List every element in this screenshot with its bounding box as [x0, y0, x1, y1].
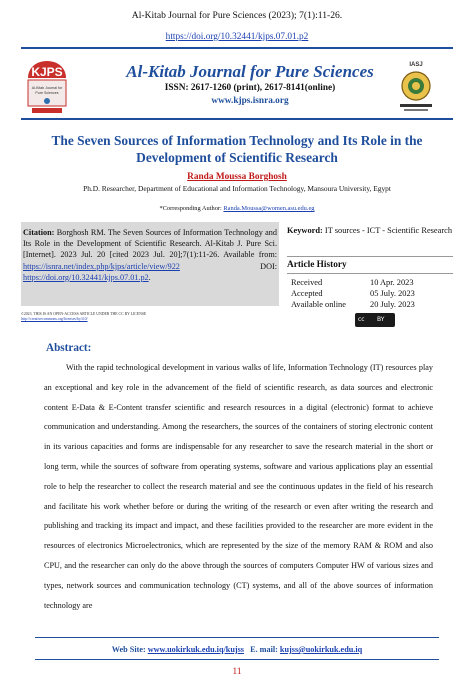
footer-website[interactable]: www.uokirkuk.edu.iq/kujss	[147, 645, 244, 654]
footer-email[interactable]: kujss@uokirkuk.edu.iq	[279, 645, 363, 654]
history-online-date: 20 July. 2023	[370, 300, 415, 309]
citation-body: Borghosh RM. The Seven Sources of Information Technology and Its Role in the Development of Scientific Research. Al-Kitab J. Pure Sci. [Internet]. 2023 Jul. 20 [cited 2023 Jul. 20];7(1):11-26. Available from:	[23, 228, 277, 260]
svg-text:Pure Sciences: Pure Sciences	[35, 91, 59, 95]
corresponding-label: *Corresponding Author:	[159, 205, 222, 212]
article-title: The Seven Sources of Information Technology and Its Role in the Development of Scientific Research	[51, 133, 423, 165]
history-rule-top	[287, 256, 453, 257]
journal-website[interactable]: www.kjps.isnra.org	[211, 96, 289, 106]
iasj-logo	[396, 58, 436, 116]
citation-label: Citation:	[23, 228, 55, 237]
keywords	[287, 226, 455, 237]
keywords-label: Keyword:	[287, 226, 323, 235]
footer-rule-bottom	[35, 659, 439, 660]
history-online-label: Available online	[291, 300, 346, 309]
cc-icon: cc	[358, 316, 365, 323]
license-line-1: ©2023. THIS IS AN OPEN-ACCESS ARTICLE UNDER THE CC BY LICENSE	[21, 312, 147, 316]
history-accepted-date: 05 July. 2023	[370, 289, 415, 298]
abstract-body: With the rapid technological development in various walks of life, Information Technology (IT) resources play an exceptional and key role in the advancement of the field of scientific research, as data sources and electronic content E-Data & E-Content transfer scientific and research resources in a digital (electronic) format to achieve communication and understanding. Among the researchers, the sources of the containers of storing electronic content in its various capacities and forms are indispensable for any researcher to save the research material in the short or long term, while the sources of software from operating systems, software and various applications play an essential role to help the researcher to collect the research material and see the continuous updates in the field of his research and facilitate his work whether before or during the writing of the research or even after writing the research and publishing and tracking its impact and impact, and these facilities provided to the researcher are more evident in the resources of electronics Microelectronics, which are represented by the size of the memory RAM & ROM and also CPU, and the researcher can only do the above through the sources of computers Computer HW of various sizes and types, network sources and communication technology (CT) systems, and all of the above sources of information technology are	[44, 363, 433, 610]
corresponding-email[interactable]: Randa.Moussa@women.asu.edu.eg	[223, 205, 315, 212]
footer-email-label: E. mail:	[250, 645, 278, 654]
history-row-accepted	[291, 289, 441, 298]
history-row-online	[291, 300, 441, 309]
abstract-heading: Abstract:	[46, 342, 92, 354]
iasj-logo-text: IASJ	[409, 62, 423, 68]
citation-doi[interactable]: https://doi.org/10.32441/kjps.07.01.p2	[23, 272, 149, 282]
citation-text	[23, 227, 277, 283]
masthead-divider	[21, 118, 453, 120]
svg-text:Al-Kitab Journal for: Al-Kitab Journal for	[31, 86, 63, 90]
history-received-label: Received	[291, 278, 323, 287]
history-rule-mid	[287, 273, 453, 274]
history-received-date: 10 Apr. 2023	[370, 278, 414, 287]
license-notice	[21, 312, 146, 322]
author-affiliation: Ph.D. Researcher, Department of Educational and Information Technology, Mansoura University, Egypt	[83, 184, 391, 193]
history-row-received	[291, 278, 441, 287]
footer-contact	[0, 645, 474, 654]
journal-name: Al-Kitab Journal for Pure Sciences	[126, 62, 374, 81]
author-name[interactable]: Randa Moussa Borghosh	[187, 172, 287, 182]
history-accepted-label: Accepted	[291, 289, 323, 298]
license-url[interactable]: http://creativecommons.org/licenses/by/4.0/	[21, 317, 88, 321]
citation-url[interactable]: https://isnra.net/index.php/kjps/article/view/922	[23, 261, 180, 271]
header-doi-link[interactable]: https://doi.org/10.32441/kjps.07.01.p2	[165, 32, 309, 42]
page-number: 11	[232, 667, 242, 677]
header-divider	[21, 47, 453, 49]
kjps-logo-text: KJPS	[31, 65, 63, 79]
by-icon: BY	[377, 316, 385, 323]
citation-doi-label: DOI:	[260, 261, 277, 271]
issn-line: ISSN: 2617-1260 (print), 2617-8141(online)	[164, 83, 336, 93]
journal-citation-line: Al-Kitab Journal for Pure Sciences (2023); 7(1):11-26.	[131, 10, 343, 21]
keywords-text: IT sources - ICT - Scientific Research	[324, 226, 453, 235]
corresponding-author	[0, 205, 474, 212]
footer-website-label: Web Site:	[111, 645, 146, 654]
kjps-logo	[22, 58, 72, 116]
cc-by-badge[interactable]	[355, 313, 395, 327]
citation-doi-end: .	[148, 272, 151, 282]
history-title: Article History	[287, 260, 347, 270]
footer-rule-top	[35, 637, 439, 638]
